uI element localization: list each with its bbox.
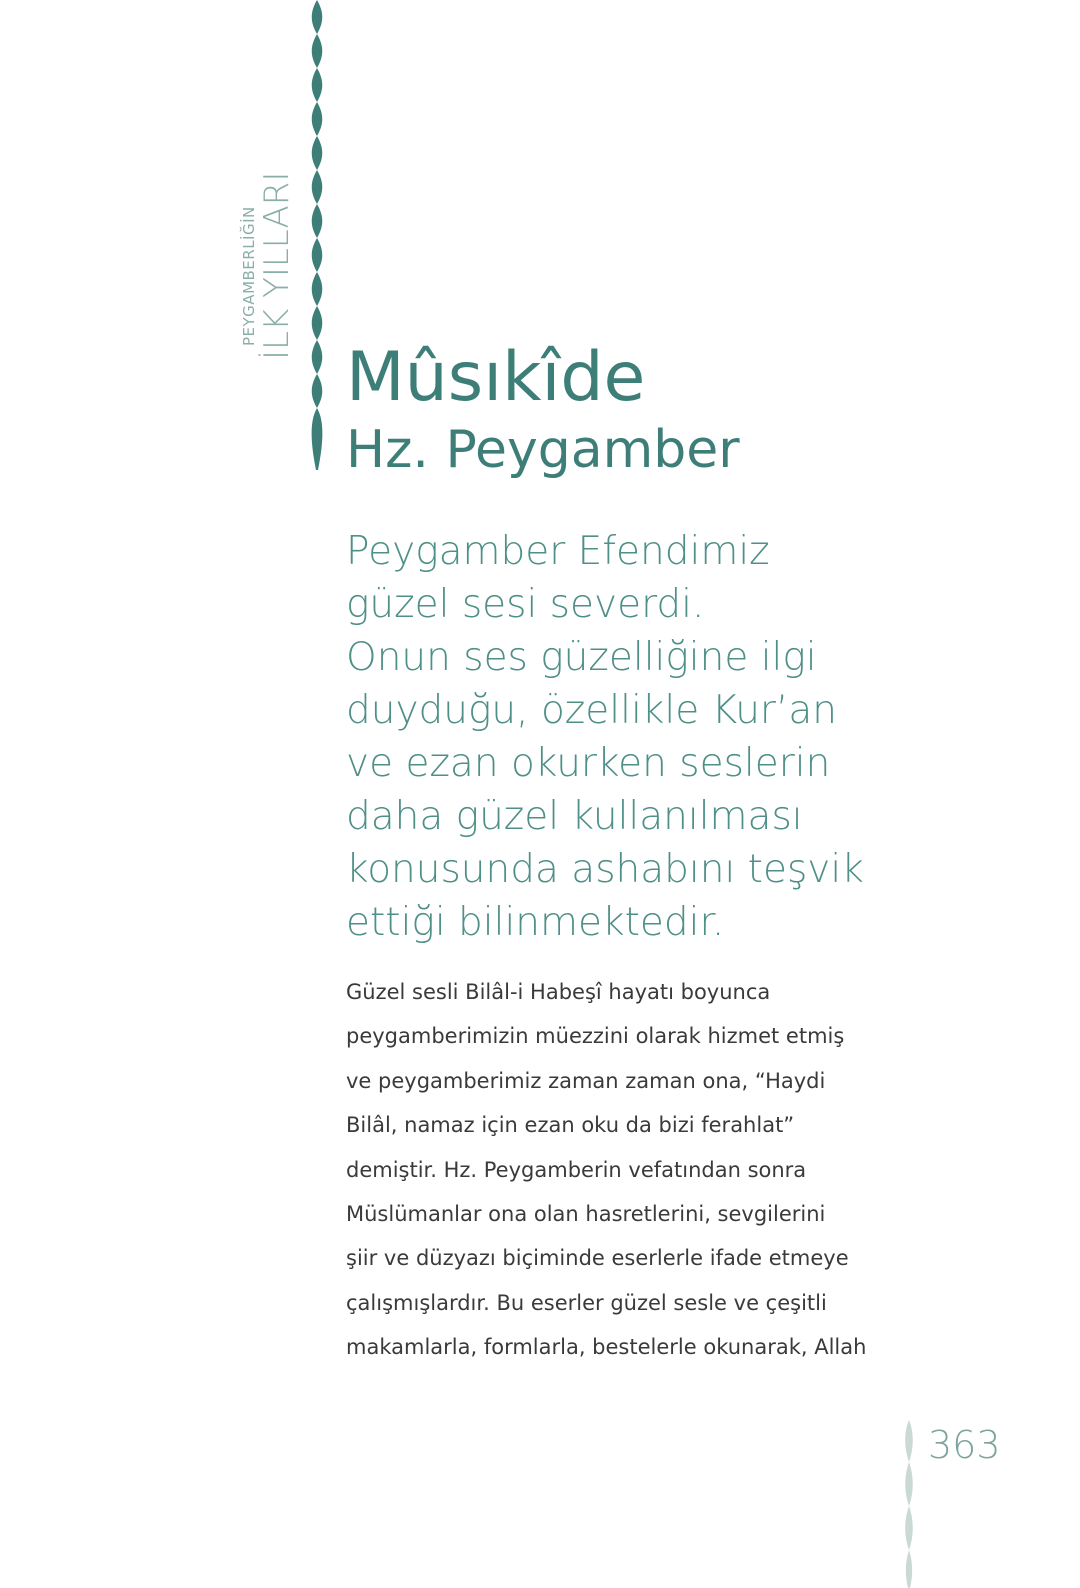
lead-line: daha güzel kullanılması [346, 794, 803, 839]
page-number-ornament [899, 1420, 919, 1588]
body-paragraph [346, 970, 906, 1370]
body-line: çalışmışlardır. Bu eserler güzel sesle ve çeşitli [346, 1290, 827, 1315]
body-line: makamlarla, formlarla, bestelerle okunarak, Allah [346, 1335, 867, 1360]
body-line: ve peygamberimiz zaman zaman ona, “Haydi [346, 1068, 826, 1093]
title-main: Mûsıkîde [346, 338, 646, 417]
lead-line: güzel sesi severdi. [346, 582, 705, 627]
body-line: Bilâl, namaz için ezan oku da bizi ferahlat” [346, 1113, 795, 1138]
body-line: demiştir. Hz. Peygamberin vefatından sonra [346, 1157, 807, 1182]
body-line: peygamberimizin müezzini olarak hizmet etmiş [346, 1024, 845, 1049]
page-number: 363 [928, 1423, 1001, 1467]
lead-line: konusunda ashabını teşvik [346, 847, 864, 892]
section-label [240, 150, 310, 360]
lead-line: duyduğu, özellikle Kur’an [346, 688, 837, 733]
section-label-small: PEYGAMBERLİĞİN [240, 206, 258, 346]
lead-line: ettiği bilinmektedir. [346, 900, 725, 945]
lead-paragraph [346, 525, 906, 949]
body-line: şiir ve düzyazı biçiminde eserlerle ifade etmeye [346, 1246, 849, 1271]
body-line: Güzel sesli Bilâl-i Habeşî hayatı boyunca [346, 980, 771, 1004]
article-title [346, 338, 740, 482]
lead-line: Peygamber Efendimiz [346, 529, 770, 574]
lead-line: ve ezan okurken seslerin [346, 741, 831, 786]
lead-line: Onun ses güzelliğine ilgi [346, 635, 817, 680]
section-label-big: İLK YILLARI [257, 171, 297, 360]
title-sub: Hz. Peygamber [346, 420, 740, 480]
body-line: Müslümanlar ona olan hasretlerini, sevgilerini [346, 1202, 826, 1227]
